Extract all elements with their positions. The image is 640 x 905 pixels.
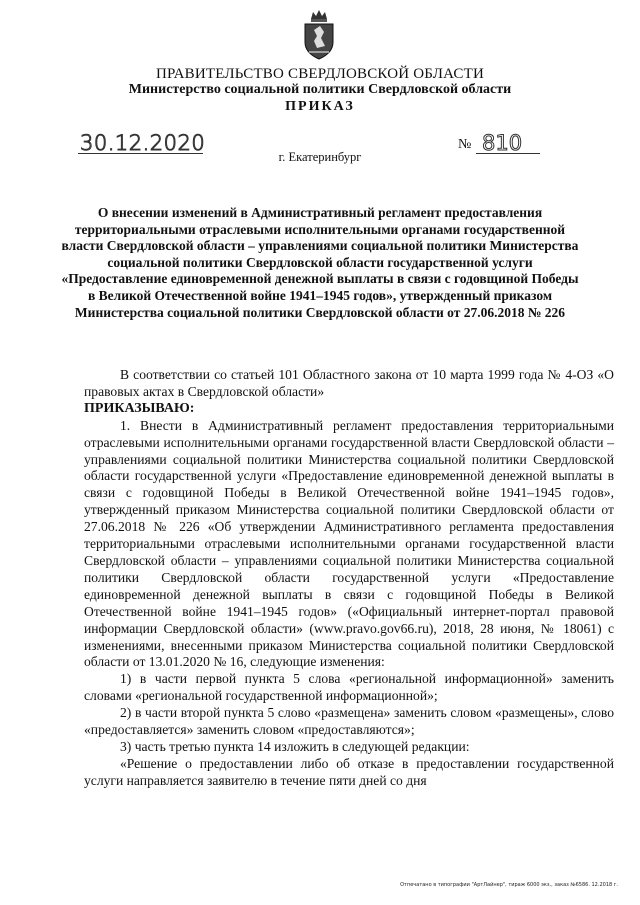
sverdlovsk-coat-of-arms-icon bbox=[302, 8, 336, 60]
document-title: О внесении изменений в Административный регламент предоставления территориальными отраслевыми исполнительными органами государственной власти Свердловской области – управлениями социальной политики Министерства социальной политики Свердловской области государственной услуги «Предоставление единовременной денежной выплаты в связи с годовщиной Победы в Великой Отечественной войне 1941–1945 годов», утвержденный приказом Министерства социальной политики Свердловской области от 27.06.2018 № 226 bbox=[61, 205, 579, 320]
city: г. Екатеринбург bbox=[278, 150, 362, 164]
subitem-2: 2) в части второй пункта 5 слово «размещена» заменить словом «размещены», слово «предоставляется» заменить словом «предоставляются»; bbox=[84, 705, 614, 738]
quote-paragraph: «Решение о предоставлении либо об отказе в предоставлении государственной услуги направляется заявителю в течение пяти дней со дня bbox=[84, 755, 614, 788]
document-number: 810 bbox=[482, 131, 523, 155]
number-sign: № bbox=[458, 137, 472, 152]
ministry-name: Министерство социальной политики Свердловской области bbox=[128, 82, 512, 97]
document-date: 30.12.2020 bbox=[80, 131, 206, 155]
item-1: 1. Внести в Административный регламент предоставления территориальными отраслевыми исполнительными органами государственной власти Свердловской области – управлениями социальной политики Министерства социальной политики Свердловской области государственной услуги «Предоставление единовременной денежной выплаты в связи с годовщиной Победы в Великой Отечественной войне 1941–1945 годов», утвержденный приказом Министерства социальной политики Свердловской области от 27.06.2018 № 226 «Об утверждении Административного регламента предоставления территориальными отраслевыми исполнительными органами государственной власти Свердловской области – управлениями социальной политики Министерства социальной политики Свердловской области государственной услуги «Предоставление единовременной денежной выплаты в связи с годовщиной Победы в Великой Отечественной войне 1941–1945 годов» («Официальный интернет-портал правовой информации Свердловской области» (www.pravo.gov66.ru), 2018, 28 июня, № 18061) с изменениями, внесенными приказом Министерства социальной политики Свердловской области от 13.01.2020 № 16, следующие изменения: bbox=[84, 417, 614, 670]
government-name: ПРАВИТЕЛЬСТВО СВЕРДЛОВСКОЙ ОБЛАСТИ bbox=[155, 66, 485, 82]
order-word: ПРИКАЗЫВАЮ: bbox=[84, 400, 195, 416]
intro-paragraph: В соответствии со статьей 101 Областного закона от 10 марта 1999 года № 4-ОЗ «О правовых актах в Свердловской области» bbox=[84, 367, 614, 399]
document-type: ПРИКАЗ bbox=[285, 99, 355, 114]
subitem-3: 3) часть третью пункта 14 изложить в следующей редакции: bbox=[120, 738, 470, 754]
document-body bbox=[84, 367, 614, 790]
subitem-1: 1) в части первой пункта 5 слова «региональной информационной» заменить словами «региональной государственной информационной»; bbox=[84, 671, 614, 704]
print-footer: Отпечатано в типографии "АртЛайнер", тираж 6000 экз., заказ №6586. 12.2018 г. bbox=[400, 882, 618, 888]
